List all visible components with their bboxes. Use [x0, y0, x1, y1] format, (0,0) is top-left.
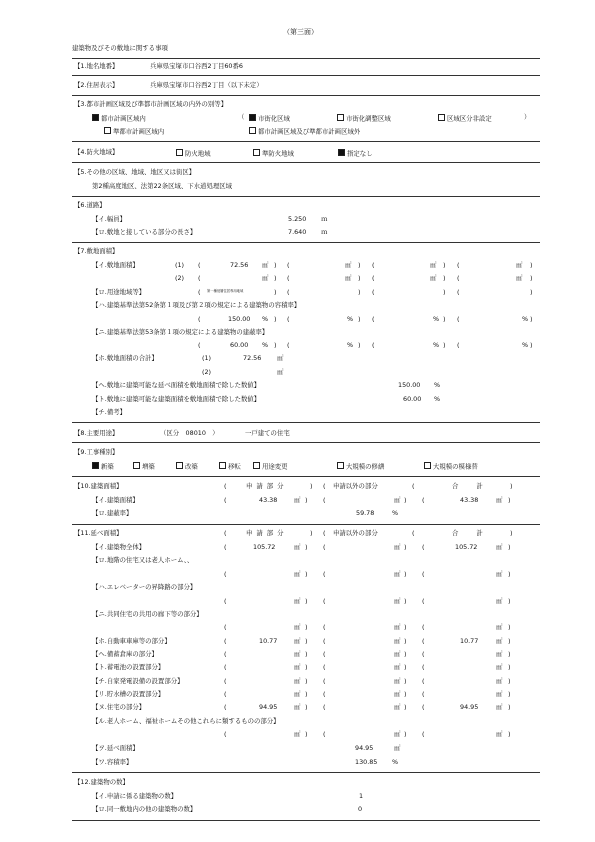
bcr-allowed-label: 【ト.敷地に建築可能な建築面積を敷地面積で除した数値】: [92, 395, 261, 403]
unit-m2: ㎡: [294, 703, 301, 711]
paren-close: ): [358, 261, 361, 269]
paren-open: (: [323, 496, 326, 504]
paren-close: ): [404, 597, 407, 605]
paren-close: ): [404, 543, 407, 551]
paren-close: ): [274, 288, 277, 296]
unit-percent: %: [434, 395, 441, 403]
divider: [72, 820, 540, 821]
paren-close: ): [305, 677, 308, 685]
unit-m2: ㎡: [516, 261, 523, 269]
unit-m2: ㎡: [430, 261, 437, 269]
unit-percent: %: [392, 509, 399, 517]
paren-open: (: [323, 529, 326, 537]
total-floor-area-value: 94.95: [355, 744, 374, 752]
paren-open: (: [422, 703, 425, 711]
paren-open: (: [323, 677, 326, 685]
paren-open: (: [457, 288, 460, 296]
unit-m2: ㎡: [345, 261, 352, 269]
checkbox-use-change[interactable]: 用途変更: [253, 462, 288, 470]
checkbox-planning-area-in[interactable]: 都市計画区域内: [92, 114, 146, 122]
paren-open: (: [287, 274, 290, 282]
checkbox-fire-zone-none[interactable]: 指定なし: [338, 149, 373, 157]
paren-close: ）: [524, 113, 531, 121]
unit-m2: ㎡: [394, 597, 401, 605]
paren-close: ): [305, 703, 308, 711]
paren-open: (: [372, 261, 375, 269]
paren-close: ): [530, 261, 533, 269]
total-floor-area-label: 【ヲ.延べ面積】: [92, 744, 139, 752]
paren-open: (: [323, 650, 326, 658]
unit-m2: ㎡: [294, 623, 301, 631]
checkbox-quasi-fire-zone[interactable]: 準防火地域: [253, 149, 294, 157]
paren-close: ): [508, 496, 511, 504]
paren-close: ): [508, 543, 511, 551]
unit-m2: ㎡: [496, 690, 503, 698]
unit-m2: ㎡: [496, 730, 503, 738]
other-zones-value: 第2種高度地区、法第22条区域、下水道処理区域: [92, 182, 233, 190]
floor-area-g-label: 【ト.蓄電池の設置部分】: [92, 663, 165, 671]
checkbox-new-construction[interactable]: 新築: [92, 462, 114, 470]
paren-close: ): [530, 288, 533, 296]
unit-m2: ㎡: [394, 663, 401, 671]
floor-area-i-label: 【リ.貯水槽の設置部分】: [92, 690, 165, 698]
paren-close: ): [508, 663, 511, 671]
divider: [72, 242, 540, 243]
paren-close: ): [508, 597, 511, 605]
paren-open: (: [323, 663, 326, 671]
main-use-value: 一戸建ての住宅: [245, 429, 290, 437]
floor-area-b-label: 【ロ.地階の住宅又は老人ホーム、、: [92, 556, 194, 564]
paren-close: ): [358, 274, 361, 282]
paren-close: ): [305, 597, 308, 605]
road-contact-value: 7.640: [288, 228, 307, 236]
unit-m2: ㎡: [394, 623, 401, 631]
paren-close: ): [530, 315, 533, 323]
divider: [72, 524, 540, 525]
paren-open: (: [224, 570, 227, 578]
paren-close: ): [510, 529, 513, 537]
paren-close: ): [443, 341, 446, 349]
paren-open: (: [287, 315, 290, 323]
paren-close: ): [404, 570, 407, 578]
paren-open: (: [198, 341, 201, 349]
unit-m2: ㎡: [496, 663, 503, 671]
paren-open: (: [323, 690, 326, 698]
far-allowed-value: 150.00: [398, 381, 421, 389]
paren-open: (: [323, 703, 326, 711]
divider: [72, 75, 540, 76]
unit-m2: ㎡: [394, 703, 401, 711]
use-zone-label: 【ロ.用途地域等】: [92, 288, 146, 296]
divider: [72, 141, 540, 142]
paren-open: (: [287, 288, 290, 296]
floor-area-j-label: 【ヌ.住宅の部分】: [92, 703, 146, 711]
unit-m2: ㎡: [394, 637, 401, 645]
checkbox-major-remodel[interactable]: 大規模の模様替: [424, 462, 478, 470]
address-label: 【2.住居表示】: [74, 81, 119, 89]
site-area-total-label: 【ホ.敷地面積の合計】: [92, 354, 158, 362]
site-area-label: 【イ.敷地面積】: [92, 261, 139, 269]
lot-number-label: 【1.地名地番】: [74, 62, 119, 70]
paren-open: (: [422, 730, 425, 738]
paren-open: (: [198, 261, 201, 269]
paren-close: ): [305, 730, 308, 738]
paren-close: ): [310, 482, 313, 490]
building-count-a-label: 【イ.申請に係る建築物の数】: [92, 792, 178, 800]
unit-m2: ㎡: [394, 496, 401, 504]
floor-area-total-value: 10.77: [460, 637, 479, 645]
unit-m2: ㎡: [294, 496, 301, 504]
unit-m2: ㎡: [294, 650, 301, 658]
checkbox-quasi-planning-area[interactable]: 準都市計画区域内: [104, 127, 164, 135]
unit-m2: ㎡: [294, 677, 301, 685]
paren-open: (: [323, 597, 326, 605]
paren-open: (: [422, 637, 425, 645]
paren-close: ): [443, 288, 446, 296]
paren-close: ): [358, 288, 361, 296]
paren-close: ): [274, 274, 277, 282]
document-title: 建築物及びその敷地に関する事項: [72, 44, 168, 52]
paren-close: ): [508, 730, 511, 738]
main-use-label: 【8.主要用途】: [74, 429, 119, 437]
road-contact-label: 【ロ.敷地と接している部分の長さ】: [92, 228, 197, 236]
far-allowed-label: 【ヘ.敷地に建築可能な延べ面積を敷地面積で除した数値】: [92, 381, 261, 389]
unit-percent: %: [392, 758, 399, 766]
paren-open: (: [224, 703, 227, 711]
checkbox-area-undivided[interactable]: 区域区分非設定: [438, 114, 492, 122]
paren-close: ): [508, 650, 511, 658]
paren-close: ): [510, 482, 513, 490]
building-count-a-value: 1: [359, 792, 364, 800]
checkbox-outside-planning-area[interactable]: 都市計画区域及び準都市計画区域外: [249, 127, 360, 135]
unit-percent: %: [347, 341, 354, 349]
unit-percent: %: [434, 381, 441, 389]
unit-m2: ㎡: [262, 261, 269, 269]
site-area-total-no1: (1): [202, 354, 212, 362]
paren-open: (: [224, 690, 227, 698]
paren-open: (: [422, 623, 425, 631]
unit-m2: ㎡: [294, 663, 301, 671]
use-zone-value: 第一種低層住居専用地域: [207, 289, 244, 293]
paren-open: (: [422, 570, 425, 578]
paren-close: ): [404, 623, 407, 631]
paren-open: (: [224, 650, 227, 658]
paren-close: ): [404, 650, 407, 658]
unit-m2: ㎡: [294, 543, 301, 551]
paren-open: (: [323, 623, 326, 631]
paren-close: ): [305, 570, 308, 578]
paren-open: (: [224, 730, 227, 738]
site-area-section-label: 【7.敷地面積】: [74, 247, 119, 255]
divider: [72, 476, 540, 477]
unit-m2: ㎡: [294, 597, 301, 605]
unit-percent: %: [522, 341, 529, 349]
paren-close: ): [305, 663, 308, 671]
unit-m2: ㎡: [496, 597, 503, 605]
col-total-header: 合計: [452, 482, 501, 490]
checkbox-urbanization-area[interactable]: 市街化区域: [249, 114, 290, 122]
divider: [72, 442, 540, 443]
divider: [72, 422, 540, 423]
paren-close: ): [404, 730, 407, 738]
floor-area-h-label: 【チ.自家発電設備の設置部分】: [92, 677, 184, 685]
building-count-b-value: 0: [358, 805, 363, 813]
floor-area-total-value: 105.72: [455, 543, 478, 551]
paren-close: ): [274, 341, 277, 349]
unit-m2: ㎡: [496, 650, 503, 658]
paren-close: ): [404, 690, 407, 698]
col-total-header: 合計: [452, 529, 501, 537]
floor-area-apply-value: 94.95: [259, 703, 278, 711]
paren-open: (: [323, 543, 326, 551]
paren-open: (: [224, 529, 227, 537]
far-regulation-value: 150.00: [228, 315, 251, 323]
paren-open: (: [323, 637, 326, 645]
other-zones-label: 【5.その他の区域、地域、地区又は街区】: [74, 168, 196, 176]
paren-open: (: [224, 637, 227, 645]
paren-open: (: [422, 543, 425, 551]
paren-close: ): [310, 529, 313, 537]
site-area-row1-value1: 72.56: [230, 261, 249, 269]
bcr-regulation-value: 60.00: [230, 341, 249, 349]
unit-m2: ㎡: [496, 637, 503, 645]
floor-area-c-label: 【ハ.エレベーターの昇降路の部分】: [92, 583, 197, 591]
paren-close: ): [508, 623, 511, 631]
floor-area-total-value: 94.95: [460, 703, 479, 711]
divider: [72, 95, 540, 96]
unit-m2: ㎡: [277, 368, 284, 376]
paren-close: ): [305, 637, 308, 645]
floor-area-label: 【11.延べ面積】: [74, 529, 123, 537]
paren-open: (: [372, 288, 375, 296]
unit-m2: ㎡: [294, 690, 301, 698]
checkbox-extension[interactable]: 増築: [133, 462, 155, 470]
paren-open: (: [422, 597, 425, 605]
remarks-label: 【チ.備考】: [92, 408, 126, 416]
unit-m2: ㎡: [394, 730, 401, 738]
paren-open: (: [198, 274, 201, 282]
unit-m2: ㎡: [496, 623, 503, 631]
main-use-code: （区分 08010 ）: [160, 429, 219, 437]
unit-m2: ㎡: [294, 570, 301, 578]
unit-m2: ㎡: [345, 274, 352, 282]
fire-zone-label: 【4.防火地域】: [74, 148, 119, 156]
unit-m2: ㎡: [394, 744, 401, 752]
floor-area-apply-value: 10.77: [259, 637, 278, 645]
paren-open: (: [224, 597, 227, 605]
bcr-allowed-value: 60.00: [403, 395, 422, 403]
paren-open: (: [287, 341, 290, 349]
unit-m2: ㎡: [496, 570, 503, 578]
paren-open: (: [372, 341, 375, 349]
site-area-row1-no: (1): [175, 261, 185, 269]
floor-area-f-label: 【ヘ.備蓄倉庫の部分】: [92, 650, 158, 658]
unit-percent: %: [262, 341, 269, 349]
unit-m2: ㎡: [394, 650, 401, 658]
site-area-total-value1: 72.56: [243, 354, 262, 362]
paren-open: (: [198, 315, 201, 323]
checkbox-fire-zone[interactable]: 防火地域: [176, 149, 211, 157]
unit-m2: ㎡: [496, 543, 503, 551]
bcr-value: 59.78: [356, 509, 375, 517]
paren-close: ): [530, 341, 533, 349]
road-contact-unit: ｍ: [321, 228, 328, 236]
paren-close: ): [404, 677, 407, 685]
paren-close: ): [404, 496, 407, 504]
divider: [72, 58, 540, 59]
paren-close: ): [358, 315, 361, 323]
paren-open: (: [457, 261, 460, 269]
road-width-label: 【イ.幅員】: [92, 215, 126, 223]
col-apply-header: 申請部分: [246, 482, 288, 490]
paren-close: ): [530, 274, 533, 282]
paren-close: ): [404, 637, 407, 645]
paren-open: (: [323, 730, 326, 738]
building-count-label: 【12.建築物の数】: [74, 778, 129, 786]
paren-open: (: [287, 261, 290, 269]
building-area-label: 【10.建築面積】: [74, 482, 123, 490]
paren-open: (: [422, 677, 425, 685]
unit-m2: ㎡: [430, 274, 437, 282]
building-count-b-label: 【ロ.同一敷地内の他の建築物の数】: [92, 805, 197, 813]
unit-percent: %: [347, 315, 354, 323]
paren-open: (: [372, 315, 375, 323]
site-area-row2-no: (2): [175, 274, 185, 282]
paren-open: (: [224, 663, 227, 671]
work-type-label: 【9.工事種別】: [74, 448, 119, 456]
paren-close: ): [508, 570, 511, 578]
far-regulation-label: 【ハ.建築基準法第52条第１項及び第２項の規定による建築物の容積率】: [92, 301, 301, 309]
bcr-label: 【ロ.建蔽率】: [92, 509, 133, 517]
checkbox-relocation[interactable]: 移転: [219, 462, 241, 470]
unit-m2: ㎡: [394, 570, 401, 578]
floor-area-apply-value: 105.72: [253, 543, 276, 551]
col-other-header: 申請以外の部分: [333, 529, 378, 537]
unit-m2: ㎡: [394, 690, 401, 698]
paren-close: ): [305, 496, 308, 504]
checkbox-rebuild[interactable]: 改築: [176, 462, 198, 470]
unit-m2: ㎡: [516, 274, 523, 282]
floor-area-e-label: 【ホ.自動車車庫等の部分】: [92, 637, 171, 645]
divider: [72, 196, 540, 197]
building-area-row-label: 【イ.建築面積】: [92, 496, 139, 504]
paren-open: (: [198, 288, 201, 296]
checkbox-urbanization-control-area[interactable]: 市街化調整区域: [337, 114, 391, 122]
unit-m2: ㎡: [496, 703, 503, 711]
floor-area-k-label: 【ル.老人ホーム、福祉ホームその他これらに類するものの部分】: [92, 717, 280, 725]
building-area-total: 43.38: [460, 496, 479, 504]
col-other-header: 申請以外の部分: [333, 482, 378, 490]
paren-open: (: [457, 315, 460, 323]
road-label: 【6.道路】: [74, 201, 106, 209]
paren-close: ): [305, 650, 308, 658]
far-label: 【ワ.容積率】: [92, 758, 133, 766]
paren-close: ): [305, 543, 308, 551]
paren-close: ): [508, 703, 511, 711]
paren-open: (: [323, 482, 326, 490]
road-width-unit: ｍ: [321, 215, 328, 223]
paren-open: (: [422, 650, 425, 658]
paren-close: ): [443, 315, 446, 323]
paren-open: (: [224, 482, 227, 490]
unit-percent: %: [262, 315, 269, 323]
floor-area-whole-label: 【イ.建築物全体】: [92, 543, 146, 551]
building-area-apply: 43.38: [259, 496, 278, 504]
paren-open: (: [412, 482, 415, 490]
paren-open: (: [422, 663, 425, 671]
paren-close: ): [443, 274, 446, 282]
paren-close: ): [274, 315, 277, 323]
page-number: （第三面）: [283, 28, 318, 36]
road-width-value: 5.250: [288, 215, 307, 223]
unit-m2: ㎡: [496, 677, 503, 685]
paren-open: (: [422, 690, 425, 698]
paren-open: (: [224, 677, 227, 685]
floor-area-d-label: 【ニ.共同住宅の共用の廊下等の部分】: [92, 610, 203, 618]
paren-close: ): [508, 677, 511, 685]
unit-m2: ㎡: [294, 637, 301, 645]
paren-close: ): [305, 690, 308, 698]
unit-m2: ㎡: [394, 677, 401, 685]
paren-open: (: [422, 496, 425, 504]
paren-open: (: [372, 274, 375, 282]
far-value: 130.85: [355, 758, 378, 766]
paren-close: ): [305, 623, 308, 631]
col-apply-header: 申請部分: [246, 529, 288, 537]
paren-open: (: [457, 274, 460, 282]
unit-percent: %: [433, 315, 440, 323]
bcr-regulation-label: 【ニ.建築基準法第53条第１項の規定による建築物の建蔽率】: [92, 328, 269, 336]
paren-open: (: [412, 529, 415, 537]
planning-area-label: 【3.都市計画区域及び準都市計画区域の内外の別等】: [74, 100, 228, 108]
unit-m2: ㎡: [294, 730, 301, 738]
lot-number-value: 兵庫県宝塚市口谷西2丁目60番6: [150, 62, 243, 70]
unit-m2: ㎡: [496, 496, 503, 504]
paren-close: ): [508, 690, 511, 698]
unit-percent: %: [433, 341, 440, 349]
paren-open: （: [238, 113, 245, 121]
paren-close: ): [404, 703, 407, 711]
paren-open: (: [224, 496, 227, 504]
paren-open: (: [224, 543, 227, 551]
paren-close: ): [443, 261, 446, 269]
divider: [72, 772, 540, 773]
paren-open: (: [224, 623, 227, 631]
unit-m2: ㎡: [394, 543, 401, 551]
paren-close: ): [358, 341, 361, 349]
address-value: 兵庫県宝塚市口谷西2丁目（以下未定）: [150, 81, 263, 89]
paren-close: ): [274, 261, 277, 269]
paren-close: ): [508, 637, 511, 645]
checkbox-major-repair[interactable]: 大規模の修繕: [337, 462, 384, 470]
divider: [72, 162, 540, 163]
paren-open: (: [457, 341, 460, 349]
unit-m2: ㎡: [277, 354, 284, 362]
paren-open: (: [323, 570, 326, 578]
unit-m2: ㎡: [262, 274, 269, 282]
paren-close: ): [404, 663, 407, 671]
unit-percent: %: [522, 315, 529, 323]
site-area-total-no2: (2): [202, 368, 212, 376]
